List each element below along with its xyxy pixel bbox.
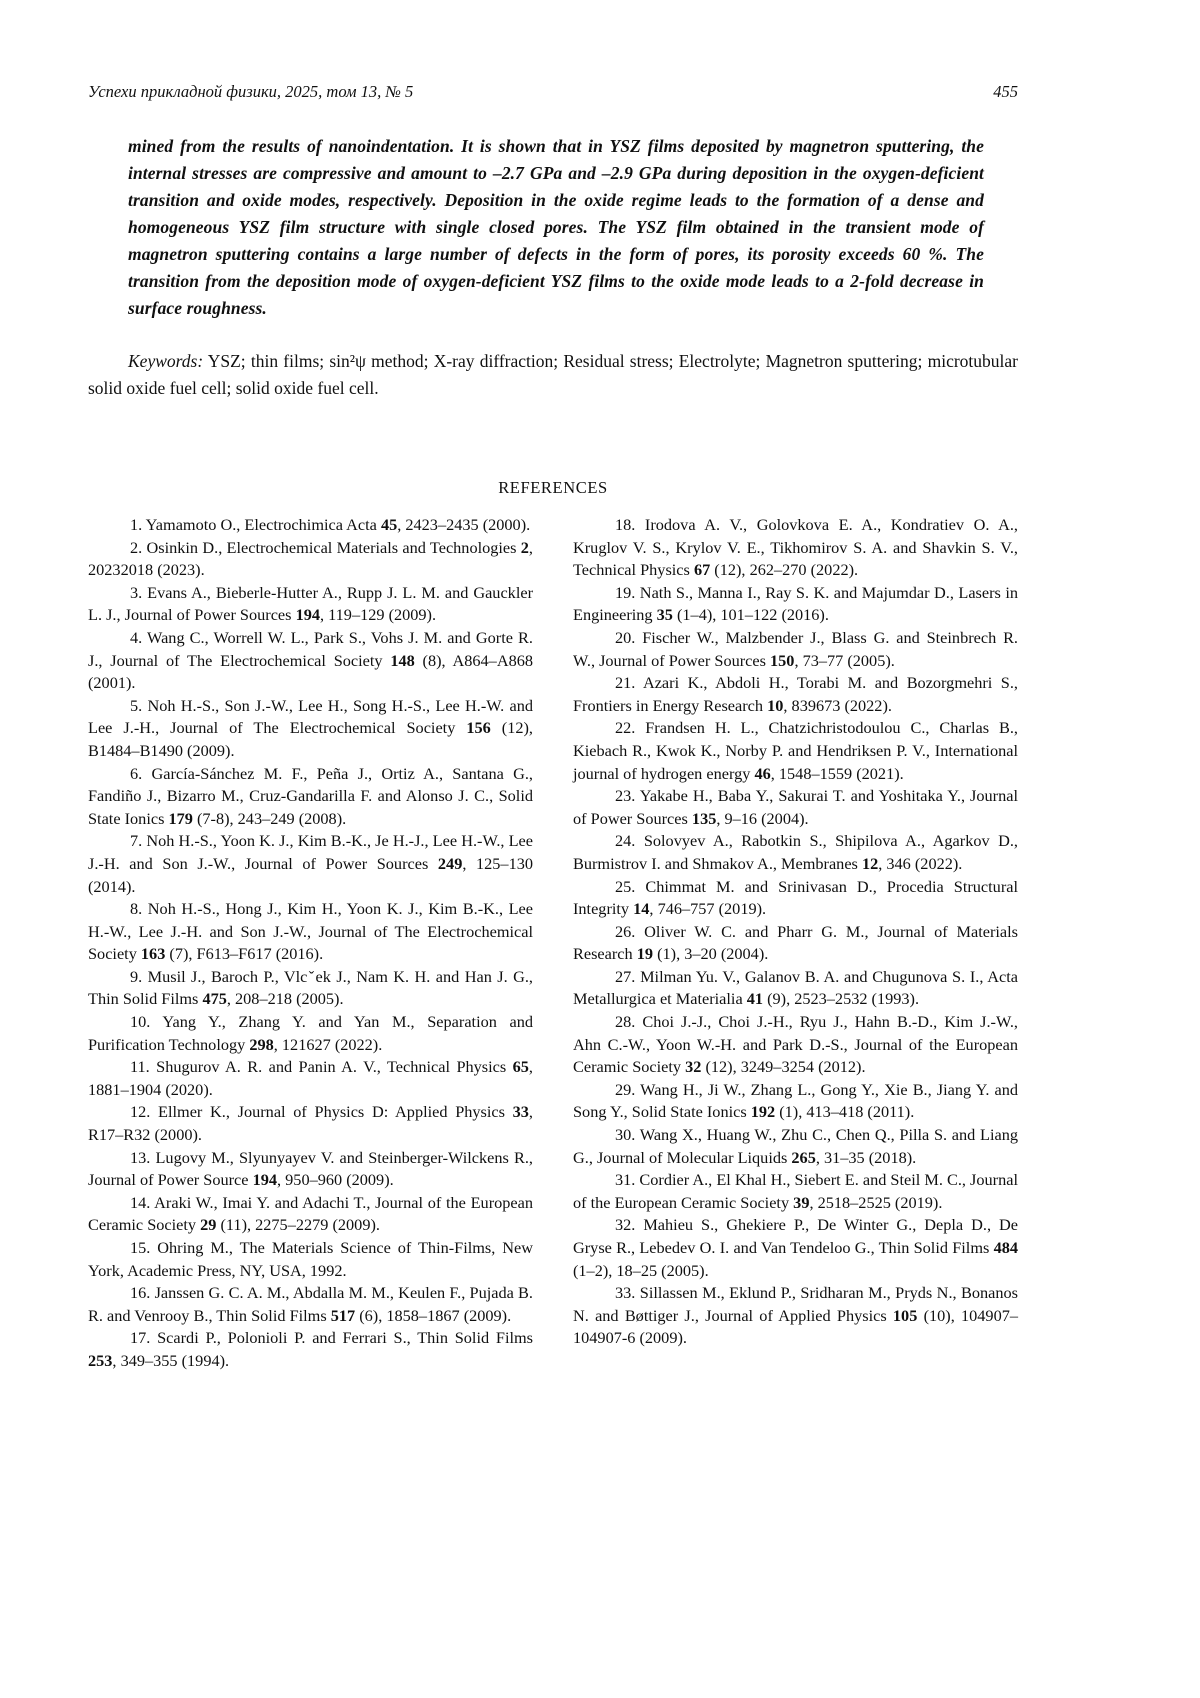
- reference-item: 11. Shugurov A. R. and Panin A. V., Technical Physics 65, 1881–1904 (2020).: [88, 1057, 533, 1099]
- reference-item: 16. Janssen G. C. A. M., Abdalla M. M., Keulen F., Pujada B. R. and Venrooy B., Thin Solid Films 517 (6), 1858–1867 (2009).: [88, 1283, 533, 1325]
- reference-item: 15. Ohring M., The Materials Science of Thin-Films, New York, Academic Press, NY, USA, 1992.: [88, 1238, 533, 1280]
- keywords-text: YSZ; thin films; sin²ψ method; X-ray diffraction; Residual stress; Electrolyte; Magnetron sputtering; microtubular solid oxide fuel cell; solid oxide fuel cell.: [88, 351, 1018, 398]
- reference-item: 26. Oliver W. C. and Pharr G. M., Journal of Materials Research 19 (1), 3–20 (2004).: [573, 921, 1018, 964]
- reference-item: 21. Azari K., Abdoli H., Torabi M. and Bozorgmehri S., Frontiers in Energy Research 10, 839673 (2022).: [573, 673, 1018, 715]
- reference-item: 5. Noh H.-S., Son J.-W., Lee H., Song H.-S., Lee H.-W. and Lee J.-H., Journal of The Electrochemical Society 156 (12), B1484–B1490 (2009).: [88, 695, 533, 760]
- reference-item: 6. García-Sánchez M. F., Peña J., Ortiz A., Santana G., Fandiño J., Bizarro M., Cruz-Gandarilla F. and Alonso J. C., Solid State Ionics 179 (7-8), 243–249 (2008).: [88, 763, 533, 828]
- reference-item: 3. Evans A., Bieberle-Hutter A., Rupp J. L. M. and Gauckler L. J., Journal of Power Sources 194, 119–129 (2009).: [88, 582, 533, 625]
- abstract-text: mined from the results of nanoindentation. It is shown that in YSZ films deposited by magnetron sputtering, the internal stresses are compressive and amount to –2.7 GPa and –2.9 GPa during deposition in the oxygen-deficient transition and oxide modes, respectively. Deposition in the oxide regime leads to the formation of a dense and homogeneous YSZ film structure with single closed pores. The YSZ film obtained in the transient mode of magnetron sputtering contains a large number of defects in the form of pores, its porosity exceeds 60 %. The transition from the deposition mode of oxygen-deficient YSZ films to the oxide mode leads to a 2-fold decrease in surface roughness.: [128, 136, 984, 318]
- reference-item: 4. Wang C., Worrell W. L., Park S., Vohs J. M. and Gorte R. J., Journal of The Electrochemical Society 148 (8), A864–A868 (2001).: [88, 627, 534, 693]
- reference-item: 23. Yakabe H., Baba Y., Sakurai T. and Yoshitaka Y., Journal of Power Sources 135, 9–16 (2004).: [573, 786, 1018, 828]
- reference-item: 1. Yamamoto O., Electrochimica Acta 45, 2423–2435 (2000).: [130, 515, 531, 534]
- page-number: 455: [993, 82, 1018, 101]
- journal-title: Успехи прикладной физики, 2025, том 13, № 5: [88, 82, 414, 101]
- reference-item: 25. Chimmat M. and Srinivasan D., Procedia Structural Integrity 14, 746–757 (2019).: [573, 876, 1018, 919]
- reference-item: 9. Musil J., Baroch P., Vlcˇek J., Nam K. H. and Han J. G., Thin Solid Films 475, 208–218 (2005).: [88, 966, 533, 1009]
- reference-item: 31. Cordier A., El Khal H., Siebert E. and Steil M. C., Journal of the European Ceramic Society 39, 2518–2525 (2019).: [573, 1170, 1018, 1212]
- keywords-paragraph: [88, 348, 1018, 402]
- reference-item: 10. Yang Y., Zhang Y. and Yan M., Separation and Purification Technology 298, 121627 (2022).: [88, 1012, 533, 1054]
- reference-item: 24. Solovyev A., Rabotkin S., Shipilova A., Agarkov D., Burmistrov I. and Shmakov A., Membranes 12, 346 (2022).: [573, 831, 1018, 873]
- reference-item: 19. Nath S., Manna I., Ray S. K. and Majumdar D., Lasers in Engineering 35 (1–4), 101–122 (2016).: [573, 582, 1018, 625]
- reference-item: 29. Wang H., Ji W., Zhang L., Gong Y., Xie B., Jiang Y. and Song Y., Solid State Ionics 192 (1), 413–418 (2011).: [573, 1079, 1018, 1122]
- references-columns: [88, 514, 1018, 1373]
- reference-item: 27. Milman Yu. V., Galanov B. A. and Chugunova S. I., Acta Metallurgica et Materialia 41 (9), 2523–2532 (1993).: [573, 966, 1018, 1009]
- reference-item: 8. Noh H.-S., Hong J., Kim H., Yoon K. J., Kim B.-K., Lee H.-W., Lee J.-H. and Son J.-W., Journal of The Electrochemical Society 163 (7), F613–F617 (2016).: [88, 899, 533, 964]
- reference-item: 32. Mahieu S., Ghekiere P., De Winter G., Depla D., De Gryse R., Lebedev O. I. and Van Tendeloo G., Thin Solid Films 484 (1–2), 18–25 (2005).: [573, 1215, 1018, 1280]
- reference-item: 20. Fischer W., Malzbender J., Blass G. and Steinbrech R. W., Journal of Power Sources 150, 73–77 (2005).: [573, 627, 1018, 670]
- reference-item: 7. Noh H.-S., Yoon K. J., Kim B.-K., Je H.-J., Lee H.-W., Lee J.-H. and Son J.-W., Journal of Power Sources 249, 125–130 (2014).: [88, 831, 533, 896]
- references-heading: REFERENCES: [498, 478, 608, 497]
- reference-item: 13. Lugovy M., Slyunyayev V. and Steinberger-Wilckens R., Journal of Power Source 194, 950–960 (2009).: [88, 1147, 533, 1190]
- reference-item: 28. Choi J.-J., Choi J.-H., Ryu J., Hahn B.-D., Kim J.-W., Ahn C.-W., Yoon W.-H. and Park D.-S., Journal of the European Ceramic Society 32 (12), 3249–3254 (2012).: [573, 1012, 1018, 1077]
- references-left-column: [88, 514, 533, 1373]
- reference-item: 33. Sillassen M., Eklund P., Sridharan M., Pryds N., Bonanos N. and Bøttiger J., Journal of Applied Physics 105 (10), 104907–104907-6 (2009).: [573, 1283, 1018, 1348]
- reference-item: 12. Ellmer K., Journal of Physics D: Applied Physics 33, R17–R32 (2000).: [88, 1102, 533, 1145]
- reference-item: 2. Osinkin D., Electrochemical Materials and Technologies 2, 20232018 (2023).: [88, 537, 533, 580]
- references-right-column: [573, 514, 1018, 1373]
- reference-item: 14. Araki W., Imai Y. and Adachi T., Journal of the European Ceramic Society 29 (11), 2275–2279 (2009).: [88, 1192, 533, 1235]
- keywords-label: Keywords:: [128, 351, 204, 371]
- reference-item: 18. Irodova A. V., Golovkova E. A., Kondratiev O. A., Kruglov V. S., Krylov V. E., Tikhomirov S. A. and Shavkin S. V., Technical Physics 67 (12), 262–270 (2022).: [573, 515, 1018, 580]
- reference-item: 30. Wang X., Huang W., Zhu C., Chen Q., Pilla S. and Liang G., Journal of Molecular Liquids 265, 31–35 (2018).: [573, 1125, 1018, 1167]
- reference-item: 17. Scardi P., Polonioli P. and Ferrari S., Thin Solid Films 253, 349–355 (1994).: [88, 1328, 533, 1370]
- reference-item: 22. Frandsen H. L., Chatzichristodoulou C., Charlas B., Kiebach R., Kwok K., Norby P. and Hendriksen P. V., International journal of hydrogen energy 46, 1548–1559 (2021).: [573, 718, 1018, 783]
- running-header: [88, 82, 1018, 102]
- journal-page: [88, 82, 1018, 1373]
